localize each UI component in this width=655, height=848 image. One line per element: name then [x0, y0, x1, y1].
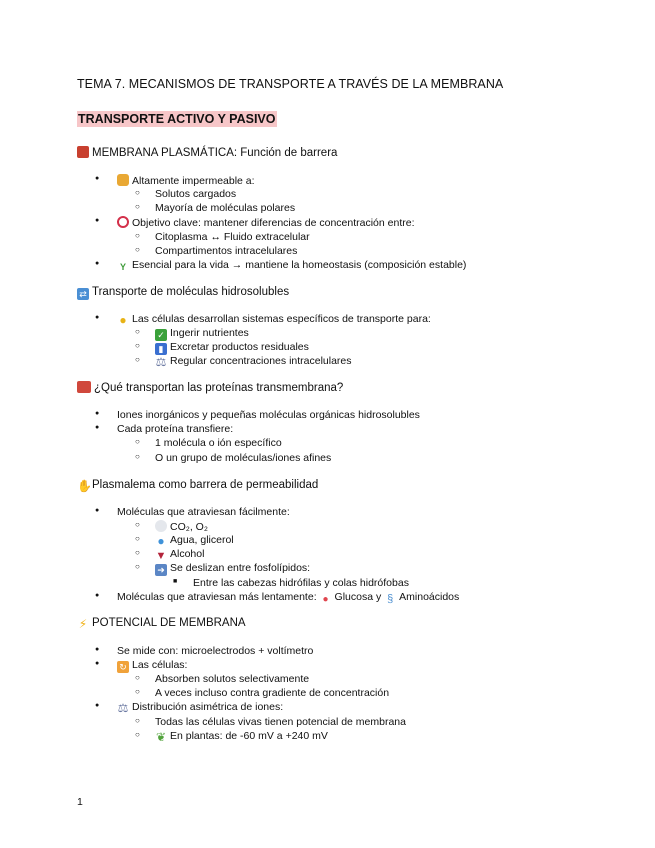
list-item	[117, 259, 466, 273]
list-item: ○ O un grupo de moléculas/iones afines	[155, 452, 331, 464]
list-item	[155, 562, 310, 576]
refresh-icon: ↻	[117, 661, 129, 673]
list-item	[117, 701, 283, 714]
droplet-icon: ●	[157, 534, 165, 548]
list-item: ● Iones inorgánicos y pequeñas moléculas orgánicas hidrosolubles	[117, 409, 420, 421]
list-item-text: Distribución asimétrica de iones:	[132, 701, 284, 713]
list-item: ● Moléculas que atraviesan fácilmente:	[117, 506, 290, 518]
list-item	[117, 174, 255, 187]
hand-icon: ✋	[77, 479, 92, 493]
list-item	[155, 520, 208, 533]
list-item: ○ Citoplasma ↔ Fluido extracelular	[155, 231, 310, 243]
list-item-text: Regular concentraciones intracelulares	[170, 355, 352, 367]
list-item-text: Las células desarrollan sistemas específicos de transporte para:	[132, 313, 431, 325]
potencial-heading-text: POTENCIAL DE MEMBRANA	[92, 617, 246, 629]
list-item	[155, 341, 309, 355]
page-number: 1	[77, 796, 83, 808]
list-item	[117, 313, 431, 326]
list-item-text: Altamente impermeable a:	[132, 175, 255, 187]
list-item-text: Las células:	[132, 659, 188, 671]
list-item	[117, 591, 459, 606]
sprout-icon: Y	[119, 262, 126, 272]
lightning-icon: ⚡	[78, 617, 88, 631]
list-item	[155, 534, 234, 547]
list-item: ● Cada proteína transfiere:	[117, 423, 233, 435]
membrana-heading	[77, 146, 337, 159]
list-item: ○ Mayoría de moléculas polares	[155, 202, 295, 214]
list-item-text: Esencial para la vida → mantiene la homeostasis (composición estable)	[132, 259, 467, 271]
list-item: ○ Todas las células vivas tienen potencial de membrana	[155, 716, 406, 728]
section-heading: TRANSPORTE ACTIVO Y PASIVO	[78, 112, 276, 126]
plasmalema-heading-text: Plasmalema como barrera de permeabilidad	[92, 479, 319, 491]
document-title: TEMA 7. MECANISMOS DE TRANSPORTE A TRAVÉS DE LA MEMBRANA	[77, 77, 504, 91]
membrana-heading-text: MEMBRANA PLASMÁTICA: Función de barrera	[92, 147, 338, 159]
list-item	[155, 327, 249, 341]
wine-glass-icon: ▼	[155, 550, 167, 562]
list-item	[155, 355, 352, 368]
pill-icon: ●	[322, 594, 329, 605]
list-item	[155, 730, 328, 743]
list-item: ○ 1 molécula o ión específico	[155, 437, 282, 449]
scale-icon: ⚖	[117, 701, 129, 715]
arrows-cycle-icon: ⇄	[77, 288, 89, 300]
list-item-text: Moléculas que atraviesan más lentamente:	[117, 591, 317, 603]
list-item: ○ Compartimentos intracelulares	[155, 245, 297, 257]
check-icon: ✓	[155, 329, 167, 341]
hidrosolubles-heading	[77, 286, 289, 300]
cloud-icon	[155, 520, 167, 532]
list-item	[117, 659, 187, 673]
list-item-text: Excretar productos residuales	[170, 341, 309, 353]
list-item-text: Agua, glicerol	[170, 534, 234, 546]
list-item-text: CO₂, O₂	[170, 521, 208, 533]
scale-icon: ⚖	[155, 355, 167, 369]
right-arrow-icon: ➜	[155, 564, 167, 576]
list-item-text: Aminoácidos	[399, 591, 460, 603]
list-item: ○ Solutos cargados	[155, 188, 236, 200]
proteinas-heading	[77, 381, 343, 394]
dna-icon: §	[387, 593, 394, 605]
list-item	[155, 548, 204, 562]
list-item-text: En plantas: de -60 mV a +240 mV	[170, 730, 328, 742]
lightbulb-icon: ●	[119, 313, 127, 327]
list-item: ○ A veces incluso contra gradiente de concentración	[155, 687, 389, 699]
list-item-text: Se deslizan entre fosfolípidos:	[170, 562, 311, 574]
leaf-icon: ❦	[155, 730, 167, 744]
list-item: ● Se mide con: microelectrodos + voltímetro	[117, 645, 313, 657]
list-item: ○ Absorben solutos selectivamente	[155, 673, 309, 685]
list-item-text: Alcohol	[170, 548, 205, 560]
list-item-text: Objetivo clave: mantener diferencias de concentración entre:	[132, 217, 415, 229]
list-item: ■ Entre las cabezas hidrófilas y colas hidrófobas	[193, 577, 409, 589]
plasmalema-heading	[77, 479, 318, 492]
truck-icon	[77, 381, 91, 393]
proteinas-heading-text: ¿Qué transportan las proteínas transmembrana?	[94, 382, 344, 394]
lock-icon	[117, 174, 129, 186]
brick-icon	[77, 146, 89, 158]
list-item-text: Ingerir nutrientes	[170, 327, 249, 339]
target-icon	[117, 216, 129, 228]
trash-icon: ▮	[155, 343, 167, 355]
potencial-heading	[77, 617, 246, 630]
list-item-text: Glucosa y	[334, 591, 382, 603]
list-item	[117, 216, 415, 229]
hidrosolubles-heading-text: Transporte de moléculas hidrosolubles	[92, 286, 290, 298]
